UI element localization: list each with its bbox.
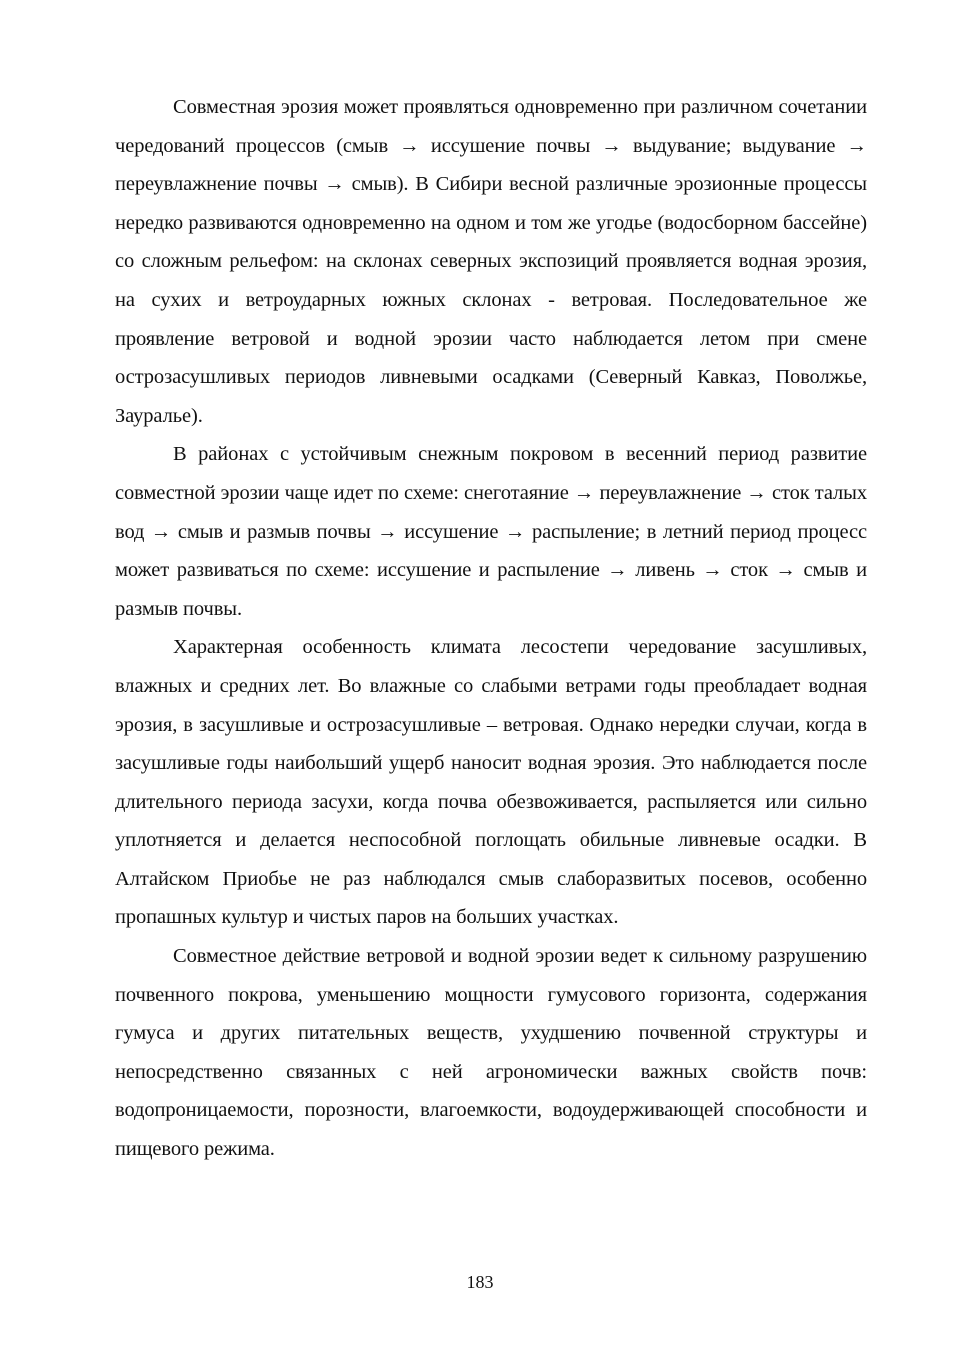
paragraph-1: Совместная эрозия может проявляться одновременно при различном сочетании чередований процессов (смыв → иссушение почвы → выдувание; выдувание → переувлажнение почвы → смыв). В Сибири весной различные эрозионные процессы нередко развиваются одновременно на одном и том же угодье (водосборном бассейне) со сложным рельефом: на склонах северных экспозиций проявляется водная эрозия, на сухих и ветроударных южных склонах - ветровая. Последовательное же проявление ветровой и водной эрозии часто наблюдается летом при смене острозасушливых периодов ливневыми осадками (Северный Кавказ, Поволжье, Зауралье). [115, 96, 867, 427]
paragraph-3: Характерная особенность климата лесостепи чередование засушливых, влажных и средних лет. Во влажные со слабыми ветрами годы преобладает водная эрозия, в засушливые и острозасушливые – ветровая. Однако нередки случаи, когда в засушливые годы наибольший ущерб наносит водная эрозия. Это наблюдается после длительного периода засухи, когда почва обезвоживается, распыляется или сильно уплотняется и делается неспособной поглощать обильные ливневые осадки. В Алтайском Приобье не раз наблюдался смыв слаборазвитых посевов, особенно пропашных культур и чистых паров на больших участках. [115, 636, 867, 929]
page-number: 183 [466, 1272, 494, 1292]
paragraph-4: Совместное действие ветровой и водной эрозии ведет к сильному разрушению почвенного покрова, уменьшению мощности гумусового горизонта, содержания гумуса и других питательных веществ, ухудшению почвенной структуры и непосредственно связанных с ней агрономически важных свойств почв: водопроницаемости, порозности, влагоемкости, водоудерживающей способности и пищевого режима. [115, 945, 867, 1161]
body-text [115, 88, 867, 1169]
paragraph-2: В районах с устойчивым снежным покровом в весенний период развитие совместной эрозии чаще идет по схеме: снеготаяние → переувлажнение → сток талых вод → смыв и размыв почвы → иссушение → распыление; в летний период процесс может развиваться по схеме: иссушение и распыление → ливень → сток → смыв и размыв почвы. [115, 443, 867, 620]
